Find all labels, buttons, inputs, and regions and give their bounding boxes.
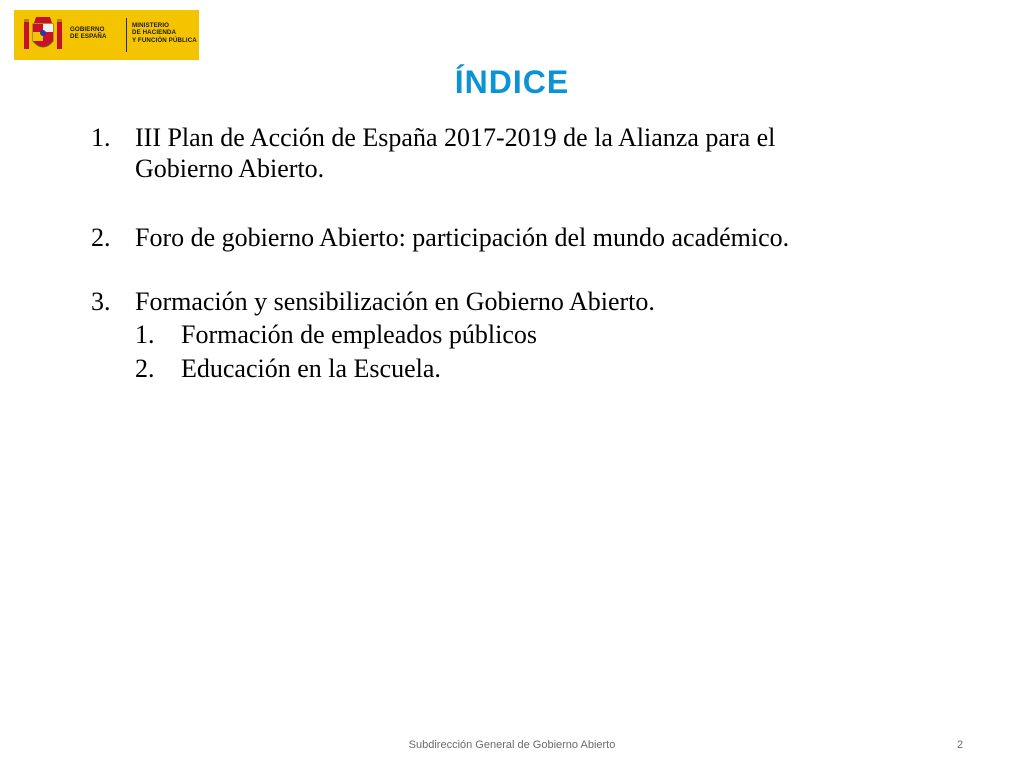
ministry-logo (14, 10, 199, 60)
sublist-number: 1. (135, 320, 155, 349)
footer-text: Subdirección General de Gobierno Abierto (408, 739, 616, 751)
list-text: Formación y sensibilización en Gobierno Abierto. (135, 287, 655, 316)
ministry-label: MINISTERIO DE HACIENDA Y FUNCIÓN PÚBLICA (132, 22, 197, 44)
page-number: 2 (957, 739, 964, 751)
sublist-number: 2. (135, 354, 155, 383)
list-number: 1. (91, 123, 111, 152)
list-number: 2. (91, 223, 111, 252)
sublist-text: Educación en la Escuela. (181, 354, 441, 383)
list-text: III Plan de Acción de España 2017-2019 de la Alianza para el (135, 123, 776, 152)
coat-of-arms-icon (24, 15, 62, 55)
govt-label: GOBIERNO DE ESPAÑA (70, 26, 107, 41)
list-text: Foro de gobierno Abierto: participación del mundo académico. (135, 223, 790, 252)
list-text-continued: Gobierno Abierto. (135, 154, 325, 183)
logo-divider (126, 18, 127, 52)
page-title: ÍNDICE (454, 64, 570, 100)
list-number: 3. (91, 287, 111, 316)
sublist-text: Formación de empleados públicos (181, 320, 537, 349)
